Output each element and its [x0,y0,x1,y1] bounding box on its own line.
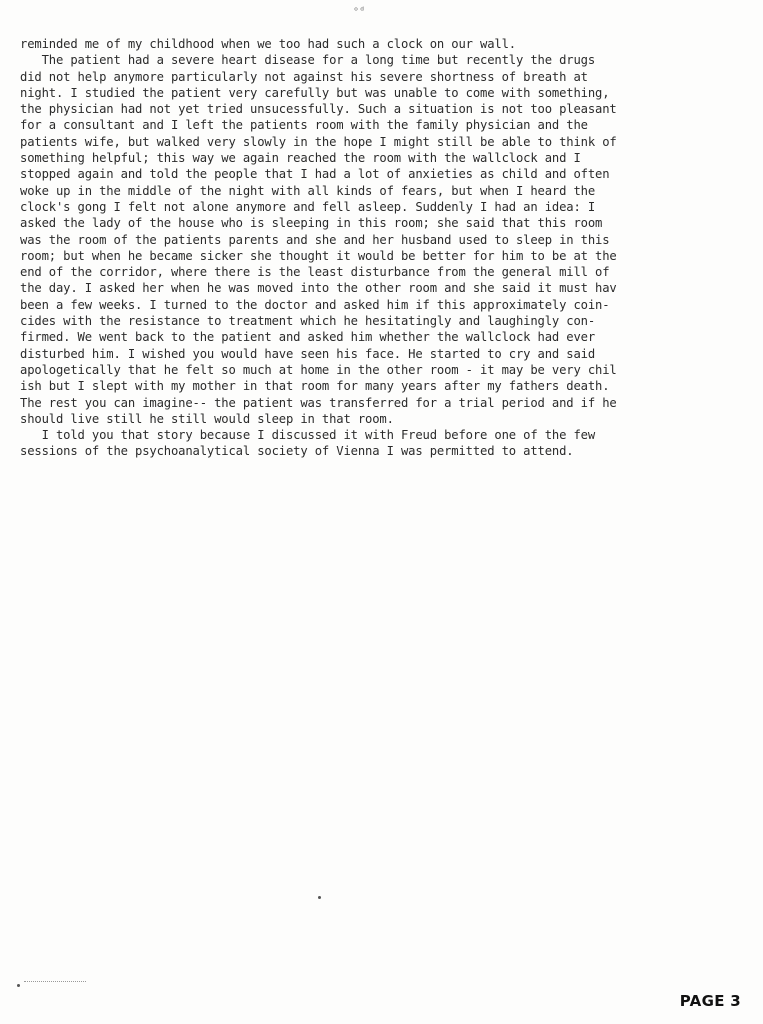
text-line: did not help anymore particularly not against his severe shortness of breath at [20,69,588,84]
text-line: apologetically that he felt so much at home in the other room - it may be very chil [20,362,617,377]
text-line: reminded me of my childhood when we too had such a clock on our wall. [20,37,516,51]
text-line: patients wife, but walked very slowly in the hope I might still be able to think of [20,134,617,149]
text-line: sessions of the psychoanalytical society of Vienna I was permitted to attend. [20,444,574,459]
text-line: ish but I slept with my mother in that room for many years after my fathers death. [20,379,610,394]
scan-edge-mark [24,981,86,982]
text-line: The rest you can imagine-- the patient was transferred for a trial period and if he [20,395,617,410]
text-line: room; but when he became sicker she thought it would be better for him to be at the [20,248,617,263]
top-page-mark: ᵒᵈ [353,6,366,17]
text-line: The patient had a severe heart disease for a long time but recently the drugs [20,53,595,68]
scan-speck [318,896,321,899]
text-line: stopped again and told the people that I had a lot of anxieties as child and often [20,167,610,182]
text-line: firmed. We went back to the patient and asked him whether the wallclock had ever [20,330,595,345]
text-line: should live still he still would sleep in that room. [20,411,394,426]
text-line: the physician had not yet tried unsucessfully. Such a situation is not too pleasant [20,102,617,117]
text-line: cides with the resistance to treatment which he hesitatingly and laughingly con- [20,314,595,329]
text-line: something helpful; this way we again reached the room with the wallclock and I [20,151,581,166]
text-line: night. I studied the patient very carefully but was unable to come with something, [20,85,610,100]
text-line: the day. I asked her when he was moved into the other room and she said it must hav [20,281,617,296]
text-line: end of the corridor, where there is the least disturbance from the general mill of [20,265,610,280]
text-line: disturbed him. I wished you would have seen his face. He started to cry and said [20,346,595,361]
text-line: been a few weeks. I turned to the doctor and asked him if this approximately coin- [20,297,610,312]
text-line: for a consultant and I left the patients room with the family physician and the [20,118,588,133]
text-line: clock's gong I felt not alone anymore and fell asleep. Suddenly I had an idea: I [20,199,595,214]
page-number: PAGE 3 [679,992,741,1010]
typewritten-text-block [20,36,755,460]
text-line: asked the lady of the house who is sleeping in this room; she said that this room [20,216,603,231]
text-line: was the room of the patients parents and she and her husband used to sleep in this [20,232,610,247]
scan-speck [17,984,20,987]
text-line: woke up in the middle of the night with all kinds of fears, but when I heard the [20,183,595,198]
text-line: I told you that story because I discussed it with Freud before one of the few [20,428,595,443]
